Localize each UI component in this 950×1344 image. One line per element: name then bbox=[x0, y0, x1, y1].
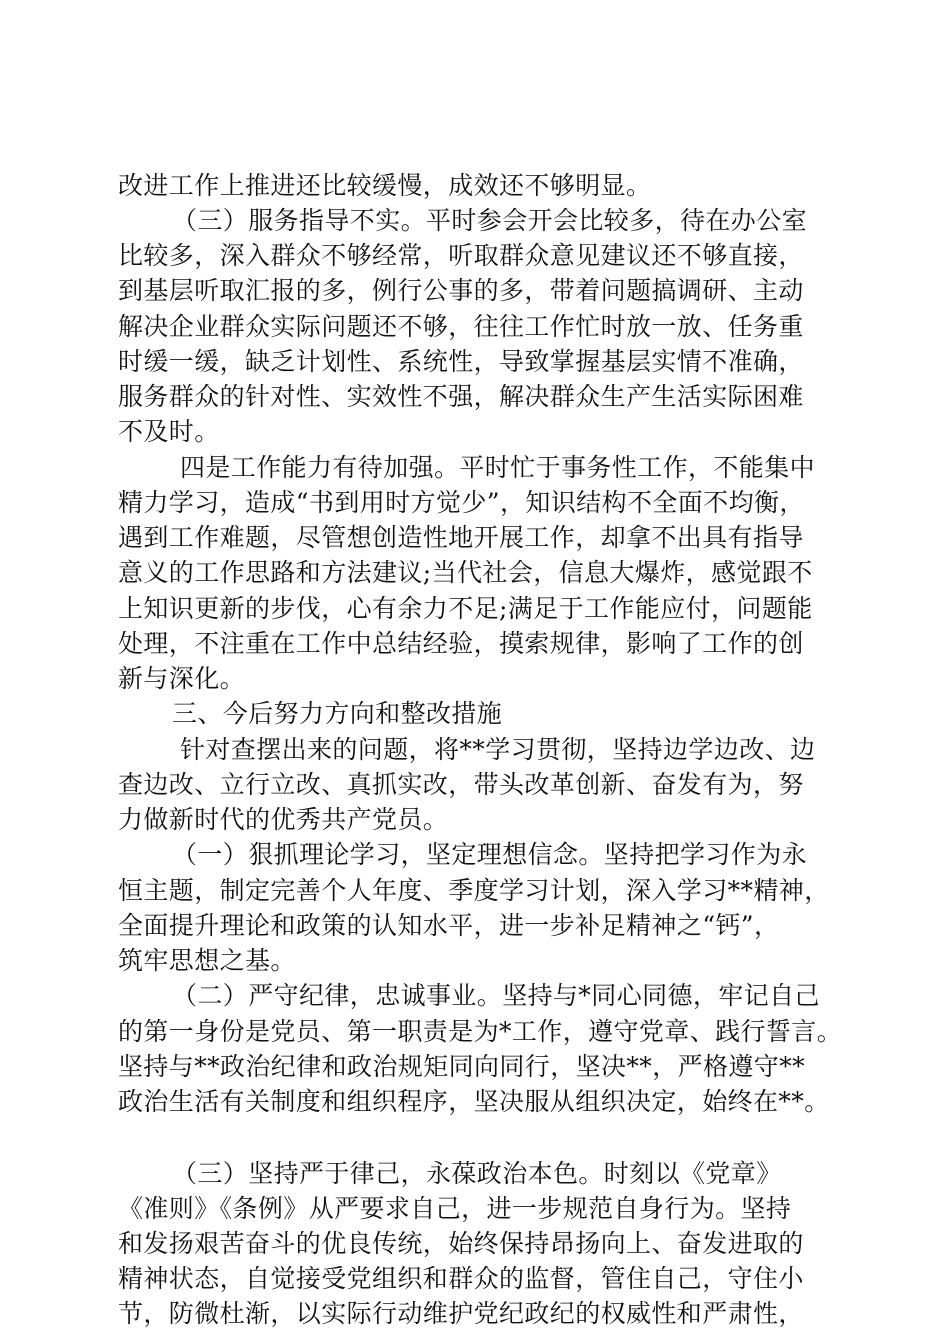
body-text-line: 筑牢思想之基。 bbox=[118, 946, 296, 975]
body-text-line: 精神状态，自觉接受党组织和群众的监督，管住自己，守住小 bbox=[118, 1264, 804, 1293]
body-text-line: 恒主题，制定完善个人年度、季度学习计划，深入学习**精神， bbox=[118, 876, 830, 905]
body-text-line: 上知识更新的步伐，心有余力不足;满足于工作能应付，问题能 bbox=[118, 594, 813, 623]
body-text-line: 力做新时代的优秀共产党员。 bbox=[118, 805, 449, 834]
body-text-line: 政治生活有关制度和组织程序，坚决服从组织决定，始终在**。 bbox=[118, 1087, 830, 1116]
body-text-line: 到基层听取汇报的多，例行公事的多，带着问题搞调研、主动 bbox=[118, 276, 804, 305]
body-text-line: 处理，不注重在工作中总结经验，摸索规律，影响了工作的创 bbox=[118, 629, 804, 658]
body-text-line: 《准则》《条例》从严要求自己，进一步规范自身行为。坚持 bbox=[118, 1194, 792, 1223]
body-text-line: （三）坚持严于律己，永葆政治本色。时刻以《党章》 bbox=[172, 1159, 782, 1188]
body-text-line: 和发扬艰苦奋斗的优良传统，始终保持昂扬向上、奋发进取的 bbox=[118, 1229, 804, 1258]
body-text-line: 服务群众的针对性、实效性不强，解决群众生产生活实际困难 bbox=[118, 382, 804, 411]
body-text-line: 节，防微杜渐，以实际行动维护党纪政纪的权威性和严肃性， bbox=[118, 1299, 804, 1328]
body-text-line: 新与深化。 bbox=[118, 664, 246, 693]
body-text-line: 解决企业群众实际问题还不够，往往工作忙时放一放、任务重 bbox=[118, 312, 804, 341]
body-text-line: 遇到工作难题，尽管想创造性地开展工作，却拿不出具有指导 bbox=[118, 523, 804, 552]
body-text-line: 坚持与**政治纪律和政治规矩同向同行，坚决**，严格遵守** bbox=[118, 1052, 806, 1081]
body-text-line: 查边改、立行立改、真抓实改，带头改革创新、奋发有为，努 bbox=[118, 770, 804, 799]
body-text-line: 改进工作上推进还比较缓慢，成效还不够明显。 bbox=[118, 171, 652, 200]
body-text-line: （三）服务指导不实。平时参会开会比较多，待在办公室 bbox=[172, 206, 808, 235]
section-heading: 三、今后努力方向和整改措施 bbox=[172, 699, 503, 728]
body-text-line: 四是工作能力有待加强。平时忙于事务性工作，不能集中 bbox=[180, 453, 816, 482]
body-text-line: 精力学习，造成“书到用时方觉少”，知识结构不全面不均衡， bbox=[118, 488, 805, 517]
body-text-line: 时缓一缓，缺乏计划性、系统性，导致掌握基层实情不准确， bbox=[118, 347, 804, 376]
body-text-line: （一）狠抓理论学习，坚定理想信念。坚持把学习作为永 bbox=[172, 840, 808, 869]
body-text-line: 针对查摆出来的问题，将**学习贯彻，坚持边学边改、边 bbox=[180, 735, 816, 764]
body-text-line: （二）严守纪律，忠诚事业。坚持与*同心同德，牢记自己 bbox=[172, 981, 820, 1010]
body-text-line: 意义的工作思路和方法建议;当代社会，信息大爆炸，感觉跟不 bbox=[118, 558, 813, 587]
body-text-line: 的第一身份是党员、第一职责是为*工作，遵守党章、践行誓言。 bbox=[118, 1017, 843, 1046]
body-text-line: 比较多，深入群众不够经常，听取群众意见建议还不够直接， bbox=[118, 241, 804, 270]
body-text-line: 全面提升理论和政策的认知水平，进一步补足精神之“钙”， bbox=[118, 911, 780, 940]
body-text-line: 不及时。 bbox=[118, 417, 220, 446]
